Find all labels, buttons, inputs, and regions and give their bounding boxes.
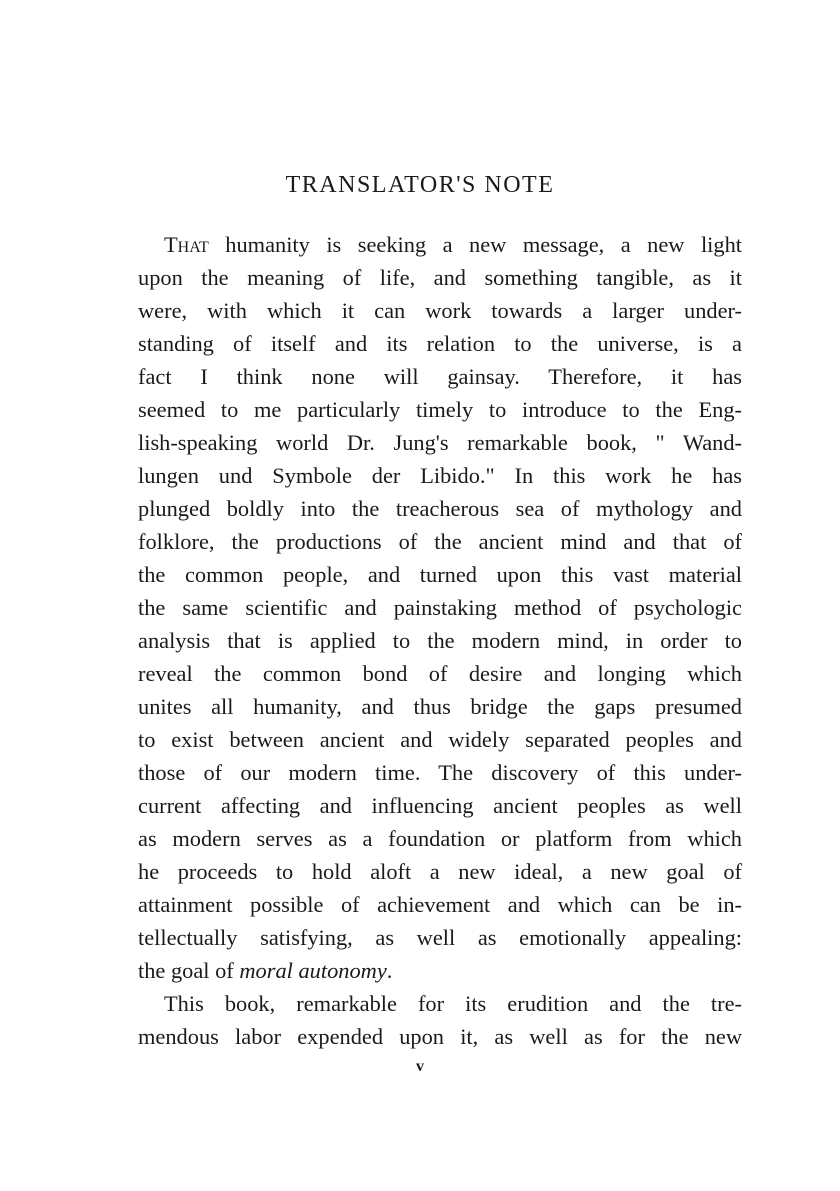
text-line: folklore, the productions of the ancient mind and that of xyxy=(138,529,742,554)
drop-word: That xyxy=(164,232,209,257)
text-line: the common people, and turned upon this vast material xyxy=(138,562,742,587)
text-line: unites all humanity, and thus bridge the gaps presumed xyxy=(138,694,742,719)
chapter-heading: TRANSLATOR'S NOTE xyxy=(285,172,555,198)
text-line: the same scientific and painstaking method of psychologic xyxy=(138,595,742,620)
text-line: tellectually satisfying, as well as emotionally appealing: xyxy=(138,925,742,950)
text-line: current affecting and influencing ancient peoples as well xyxy=(138,793,742,818)
text-line: standing of itself and its relation to the universe, is a xyxy=(138,331,742,356)
body-text xyxy=(138,228,742,1053)
text-line: attainment possible of achievement and which can be in- xyxy=(138,892,742,917)
text-line: lish-speaking world Dr. Jung's remarkable book, " Wand- xyxy=(138,430,742,455)
text-line: were, with which it can work towards a larger under- xyxy=(138,298,742,323)
text-line: upon the meaning of life, and something tangible, as it xyxy=(138,265,742,290)
text-line: reveal the common bond of desire and longing which xyxy=(138,661,742,686)
text-line: seemed to me particularly timely to introduce to the Eng- xyxy=(138,397,742,422)
text-line: plunged boldly into the treacherous sea of mythology and xyxy=(138,496,742,521)
text-line: those of our modern time. The discovery of this under- xyxy=(138,760,742,785)
text-line: the goal of moral autonomy. xyxy=(138,958,393,983)
text-line: he proceeds to hold aloft a new ideal, a new goal of xyxy=(138,859,742,884)
text-line: This book, remarkable for its erudition and the tre- xyxy=(164,991,742,1016)
page-number: v xyxy=(416,1058,424,1075)
text-line: mendous labor expended upon it, as well as for the new xyxy=(138,1024,742,1049)
text-line: lungen und Symbole der Libido." In this work he has xyxy=(138,463,742,488)
text-line: to exist between ancient and widely separated peoples and xyxy=(138,727,742,752)
text-line: as modern serves as a foundation or platform from which xyxy=(138,826,742,851)
text-line: fact I think none will gainsay. Therefore, it has xyxy=(138,364,742,389)
emphasis: moral autonomy xyxy=(239,958,387,983)
text-line: analysis that is applied to the modern mind, in order to xyxy=(138,628,742,653)
text-line: That humanity is seeking a new message, a new light xyxy=(164,232,742,257)
